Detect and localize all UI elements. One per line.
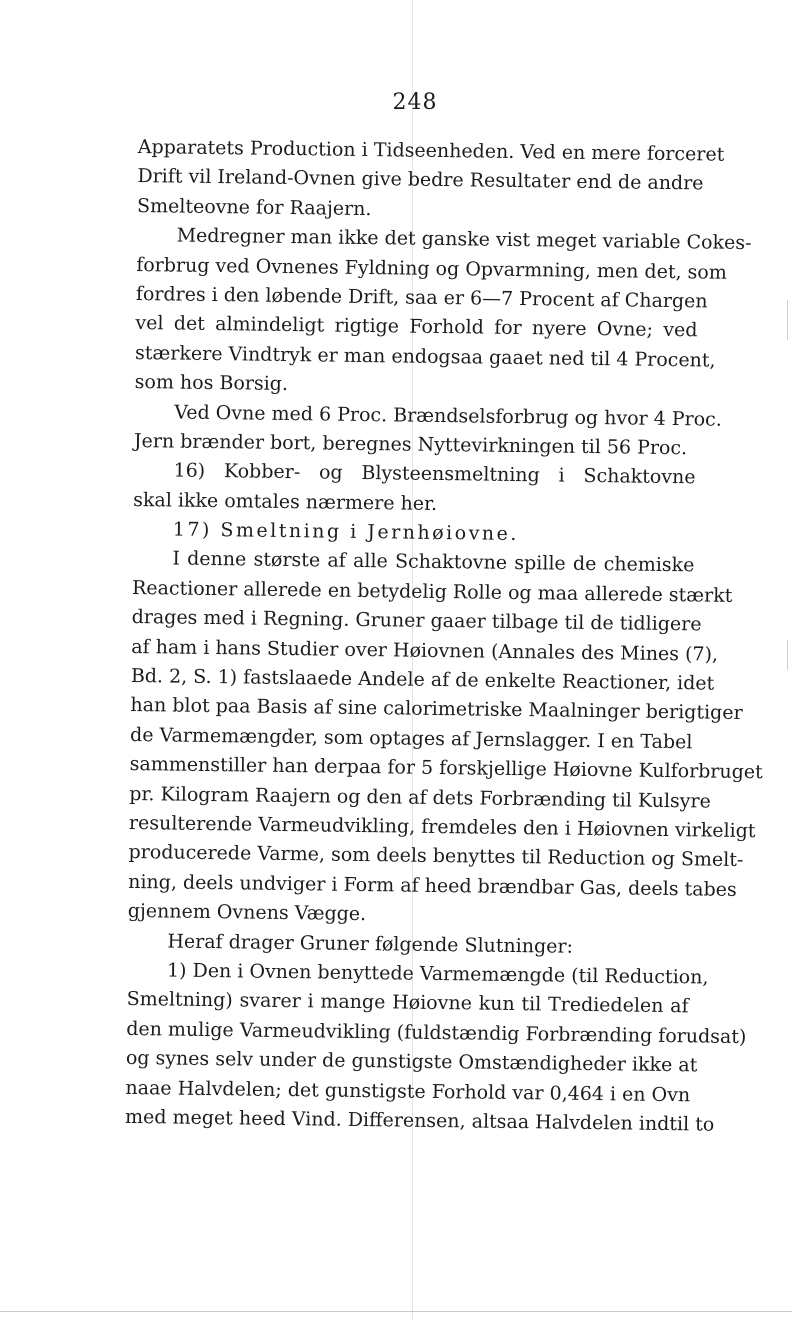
text-line: Medregner man ikke det ganske vist meget variable Cokes- <box>176 224 752 255</box>
text-line: Ved Ovne med 6 Proc. Brændselsforbrug og hvor 4 Proc. <box>174 401 722 431</box>
text-line: Drift vil Ireland-Ovnen give bedre Resultater end de andre <box>137 165 704 195</box>
margin-mark <box>787 300 788 340</box>
body-text <box>124 133 763 1140</box>
text-line: I denne største af alle Schaktovne spille de chemiske <box>172 547 695 577</box>
margin-mark <box>787 640 788 670</box>
text-line: pr. Kilogram Raajern og den af dets Forbrænding til Kulsyre <box>129 782 711 813</box>
text-line: vel det almindeligt rigtige Forhold for nyere Ovne; ved <box>135 312 698 342</box>
text-line: skal ikke omtales nærmere her. <box>133 488 438 515</box>
text-line: resulterende Varmeudvikling, fremdeles den i Høiovnen virkeligt <box>128 811 756 843</box>
text-line: Reactioner allerede en betydelig Rolle og maa allerede stærkt <box>131 576 733 607</box>
text-line: Heraf drager Gruner følgende Slutninger: <box>167 930 574 958</box>
text-line: forbrug ved Ovnenes Fyldning og Opvarmning, men det, som <box>136 253 727 284</box>
text-line: ning, deels undviger i Form af heed brændbar Gas, deels tabes <box>128 870 737 901</box>
text-line: og synes selv under de gunstigste Omstændigheder ikke at <box>125 1047 698 1077</box>
text-line: Apparatets Production i Tidseenheden. Ved en mere forceret <box>137 135 725 166</box>
page-number: 248 <box>392 90 438 115</box>
text-line: fordres i den løbende Drift, saa er 6—7 Procent af Chargen <box>135 282 708 313</box>
page-bottom-edge <box>0 1311 792 1312</box>
text-line: producerede Varme, som deels benyttes til Reduction og Smelt- <box>128 841 744 872</box>
text-line: den mulige Varmeudvikling (fuldstændig Forbrænding forudsat) <box>126 1017 747 1048</box>
text-line: Smelteovne for Raajern. <box>136 194 372 220</box>
text-line: sammenstiller han derpaa for 5 forskjellige Høiovne Kulforbruget <box>129 753 763 784</box>
section-heading-16: 16) Kobber- og Blysteensmeltning i Schaktovne <box>173 459 696 489</box>
text-line: 1) Den i Ovnen benyttede Varmemængde (til Reduction, <box>166 959 709 989</box>
text-line: med meget heed Vind. Differensen, altsaa Halvdelen indtil to <box>124 1105 715 1136</box>
text-line: Jern brænder bort, beregnes Nyttevirkningen til 56 Proc. <box>133 429 688 460</box>
text-line: af ham i hans Studier over Høiovnen (Annales des Mines (7), <box>131 635 719 666</box>
text-line: han blot paa Basis af sine calorimetriske Maalninger berigtiger <box>130 694 743 725</box>
text-line: Bd. 2, S. 1) fastslaaede Andele af de enkelte Reactioner, idet <box>130 664 715 695</box>
text-line: Smeltning) svarer i mange Høiovne kun til Trediedelen af <box>126 988 689 1018</box>
text-line: som hos Borsig. <box>134 371 289 396</box>
text-line: stærkere Vindtryk er man endogsaa gaaet ned til 4 Procent, <box>134 341 716 372</box>
text-line: de Varmemængder, som optages af Jernslagger. I en Tabel <box>129 723 693 754</box>
section-heading-17: 17) Smeltning i Jernhøiovne. <box>172 518 520 546</box>
text-line: naae Halvdelen; det gunstigste Forhold var 0,464 i en Ovn <box>125 1076 691 1106</box>
text-line: gjennem Ovnens Vægge. <box>127 900 367 926</box>
text-line: drages med i Regning. Gruner gaaer tilbage til de tidligere <box>131 606 702 636</box>
